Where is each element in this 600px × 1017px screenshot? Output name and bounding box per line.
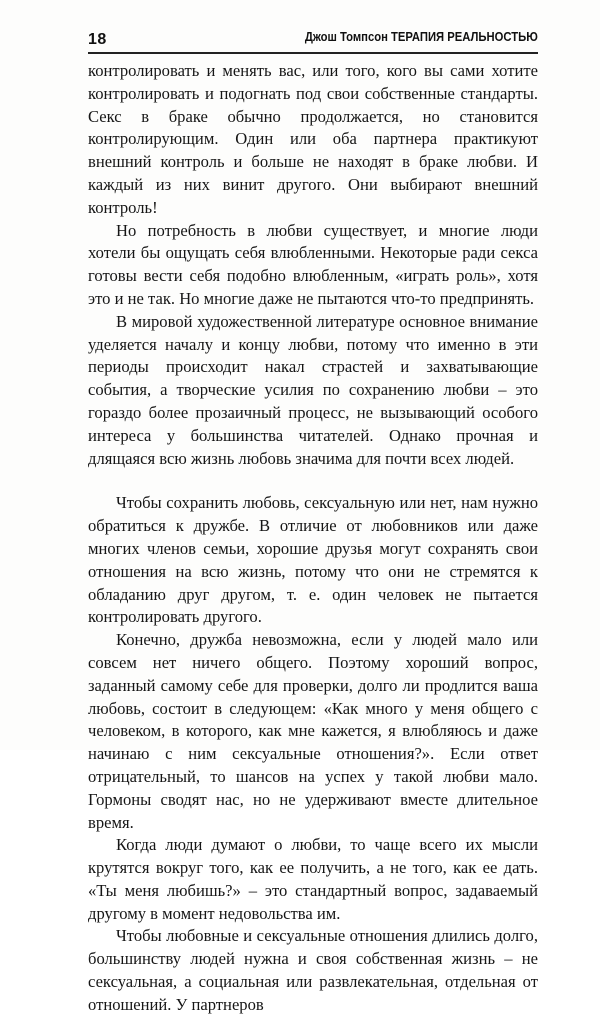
paragraph-continued: контролировать и менять вас, или того, кого вы сами хотите контролировать и подогнать под свои собственные стандарты. Секс в браке обычно продолжается, но становится контролирующим. Один или оба партнера практикуют внешний контроль и больше не находят в браке любви. И каждый из них винит другого. Они выбирают внешний контроль! bbox=[88, 61, 538, 217]
paragraph: Чтобы любовные и сексуальные отношения длились долго, большинству людей нужна и своя собственная жизнь – не сексуальная, а социальная или развлекательная, отдельная от отношений. У партнеров bbox=[88, 926, 538, 1014]
paragraph: Конечно, дружба невозможна, если у людей мало или совсем нет ничего общего. Поэтому хороший вопрос, заданный самому себе для проверки, долго ли продлится ваша любовь, состоит в следующем: «Как много у меня общего с человеком, в которого, как мне кажется, я влюбляюсь и даже начинаю с ним сексуальные отношения?». Если ответ отрицательный, то шансов на успех у такой любви мало. Гормоны сводят нас, но не удерживают вместе длительное время. bbox=[88, 630, 538, 832]
paragraph: В мировой художественной литературе основное внимание уделяется началу и концу любви, потому что именно в эти периоды происходит накал страстей и захватывающие события, а творческие усилия по сохранению любви – это гораздо более прозаичный процесс, не вызывающий особого интереса у большинства читателей. Однако прочная и длящаяся всю жизнь любовь значима для почти всех людей. bbox=[88, 311, 538, 468]
header-rule bbox=[88, 52, 538, 54]
page-header bbox=[88, 22, 538, 50]
paragraph: Но потребность в любви существует, и многие люди хотели бы ощущать себя влюбленными. Некоторые ради секса готовы вести себя подобно влюбленным, «играть роль», хотя это и не так. Но многие даже не пытаются что-то предпринять. bbox=[88, 220, 538, 308]
paragraph-section-start: Чтобы сохранить любовь, сексуальную или нет, нам нужно обратиться к дружбе. В отличие от любовников или даже многих членов семьи, хорошие друзья могут сохранять свои отношения на всю жизнь, потому что они не стремятся к обладанию друг другом, т. е. один человек не пытается контролировать другого. bbox=[88, 493, 538, 627]
body-text bbox=[88, 60, 538, 1017]
running-title: Джош Томпсон ТЕРАПИЯ РЕАЛЬНОСТЬЮ bbox=[305, 30, 538, 44]
page-number: 18 bbox=[88, 31, 107, 48]
paragraph: Когда люди думают о любви, то чаще всего их мысли крутятся вокруг того, как ее получить, а не того, как ее дать. «Ты меня любишь?» – это стандартный вопрос, задаваемый другому в момент недовольства им. bbox=[88, 835, 538, 923]
